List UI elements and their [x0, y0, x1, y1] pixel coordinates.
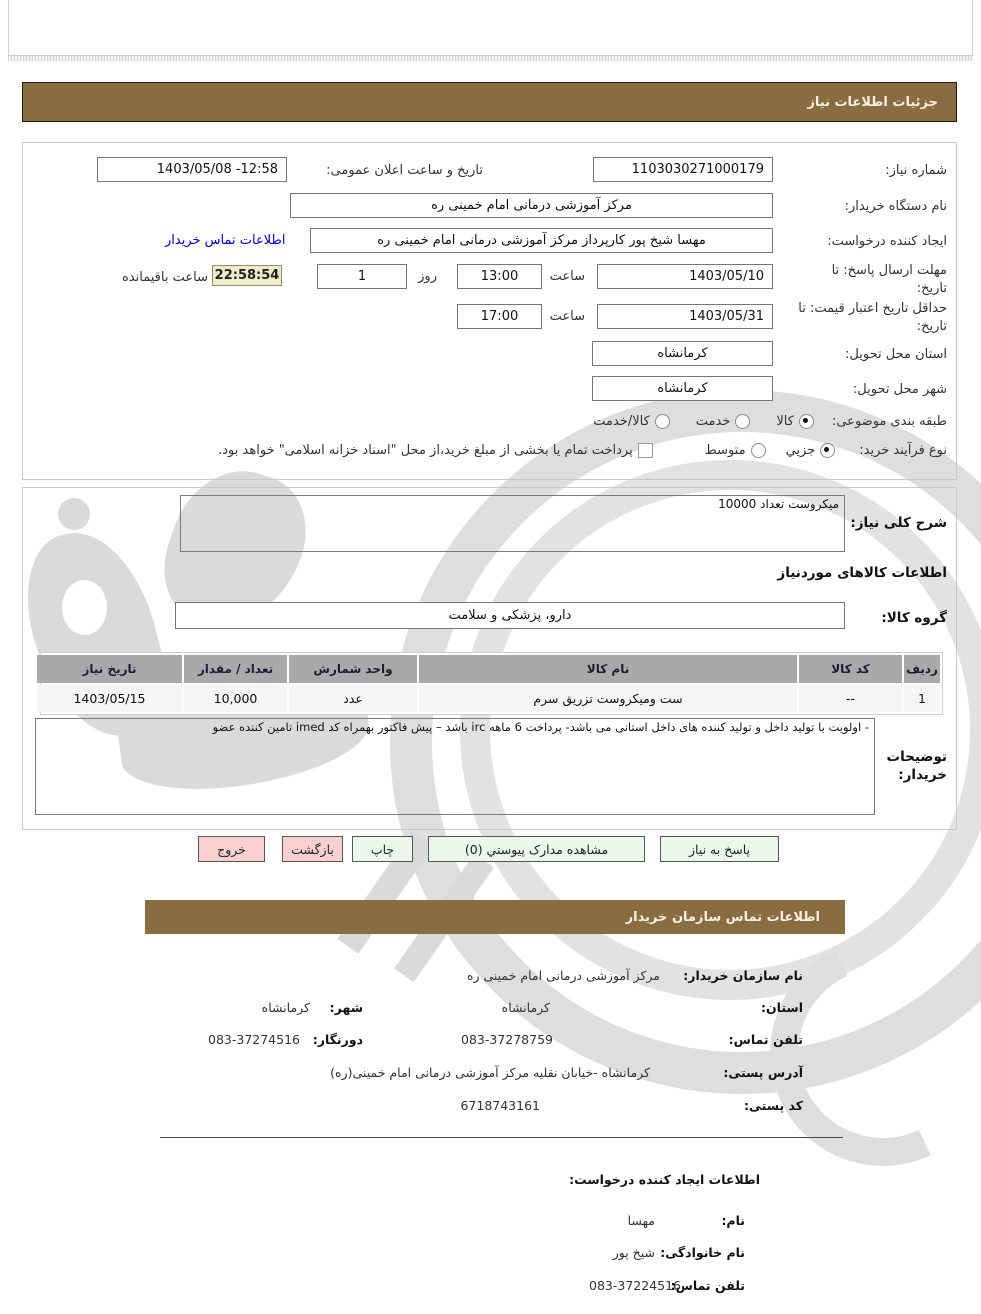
price-validity-date: 1403/05/31	[689, 309, 764, 324]
goods-table-row	[43, 683, 940, 712]
col-quantity: تعداد / مقدار	[184, 655, 287, 683]
top-divider-strip	[8, 55, 973, 61]
reply-deadline-date-field[interactable]	[597, 264, 773, 289]
creator-phone-value: 083-37224516	[589, 1278, 681, 1293]
col-goods-name: نام کالا	[419, 655, 797, 683]
exit-button[interactable]: خروج	[198, 836, 265, 862]
col-row-no: ردیف	[904, 655, 940, 683]
last-name-value: شیخ پور	[612, 1245, 655, 1260]
col-unit: واحد شمارش	[289, 655, 417, 683]
countdown-label: ساعت باقیمانده	[122, 270, 208, 285]
delivery-city-label: شهر محل تحویل:	[852, 382, 947, 397]
delivery-province-value: کرمانشاه	[657, 346, 708, 361]
price-validity-label: حداقل تاریخ اعتبار قیمت: تا تاریخ:	[798, 301, 947, 334]
days-value: 1	[357, 269, 367, 284]
need-number-label: شماره نیاز:	[885, 163, 947, 178]
page-left-edge	[8, 0, 9, 55]
col-goods-code: کد کالا	[799, 655, 902, 683]
radio-medium-label: متوسط	[704, 443, 746, 458]
radio-goods[interactable]	[799, 414, 814, 429]
buyer-notes-text: - اولویت با تولید داخل و تولید کننده های داخل استانی می باشد- پرداخت 6 ماهه irc باشد – پیش فاکتور بهمراه کد imed تامین کننده عضو	[212, 720, 869, 734]
goods-group-field[interactable]	[175, 602, 845, 629]
radio-service[interactable]	[735, 414, 750, 429]
cell-goods-name: ست ومیکروست تزریق سرم	[419, 685, 797, 712]
goods-info-heading: اطلاعات کالاهای موردنیاز	[777, 565, 947, 581]
goods-table-header-row	[43, 655, 940, 683]
price-hour-label: ساعت	[549, 309, 585, 324]
days-label: روز	[418, 269, 437, 284]
first-name-label: نام:	[721, 1213, 745, 1228]
reply-hour-label: ساعت	[549, 269, 585, 284]
city-label: شهر:	[329, 1000, 363, 1015]
treasury-docs-checkbox[interactable]	[638, 443, 653, 458]
subject-class-label: طبقه بندی موضوعی:	[831, 414, 947, 429]
city-value: کرمانشاه	[261, 1000, 310, 1015]
description-text: میکروست تعداد 10000	[718, 497, 839, 511]
description-textarea[interactable]	[180, 495, 845, 552]
postal-code-label: کد پستی:	[743, 1098, 803, 1113]
goods-group-value: دارو، پزشکی و سلامت	[448, 608, 572, 623]
process-type-row	[218, 443, 947, 458]
cell-goods-code: --	[799, 685, 902, 712]
postal-address-value: کرمانشاه -خیابان نقلیه مرکز آموزشی درمانی امام خمینی(ره)	[330, 1065, 650, 1080]
page-title-text: جزئیات اطلاعات نیاز	[807, 94, 938, 110]
need-number-field[interactable]	[593, 157, 773, 182]
buyer-notes-textarea[interactable]	[35, 718, 875, 815]
buyer-org-field[interactable]	[290, 193, 773, 218]
phone-value: 083-37278759	[461, 1032, 553, 1047]
radio-service-label: خدمت	[695, 414, 731, 429]
view-attachments-button[interactable]: مشاهده مدارک پیوستي (0)	[428, 836, 645, 862]
print-button[interactable]: چاپ	[352, 836, 413, 862]
creator-phone-label: تلفن تماس:	[670, 1278, 745, 1293]
cell-need-date: 1403/05/15	[37, 685, 182, 712]
days-field[interactable]	[317, 264, 407, 289]
process-type-label: نوع فرآیند خرید:	[859, 443, 947, 458]
request-creator-value: مهسا شیخ پور کارپرداز مرکز آموزشی درمانی امام خمینی ره	[377, 233, 706, 248]
province-value: کرمانشاه	[501, 1000, 550, 1015]
announce-datetime-field[interactable]	[97, 157, 287, 182]
postal-code-value: 6718743161	[460, 1098, 540, 1113]
announce-datetime-value: 1403/05/08 -12:58	[156, 162, 278, 177]
reply-to-need-button[interactable]: پاسخ به نیاز	[660, 836, 779, 862]
col-need-date: تاریخ نیاز	[37, 655, 182, 683]
radio-goods-service-label: کالا/خدمت	[593, 414, 650, 429]
price-hour-field[interactable]	[457, 304, 542, 329]
cell-quantity: 10,000	[184, 685, 287, 712]
radio-goods-label: کالا	[776, 414, 794, 429]
treasury-docs-checkbox-label: پرداخت تمام یا بخشی از مبلغ خرید،از محل "اسناد خزانه اسلامی" خواهد بود.	[218, 443, 633, 458]
buyer-contact-link[interactable]: اطلاعات تماس خریدار	[165, 233, 286, 248]
first-name-value: مهسا	[627, 1213, 655, 1228]
cell-row-no: 1	[904, 685, 940, 712]
delivery-city-field[interactable]	[592, 376, 773, 401]
org-name-value: مرکز آموزشی درمانی امام خمینی ره	[466, 968, 660, 983]
phone-label: تلفن تماس:	[728, 1032, 803, 1047]
radio-medium[interactable]	[751, 443, 766, 458]
fax-value: 083-37274516	[208, 1032, 300, 1047]
delivery-province-label: استان محل تحویل:	[845, 347, 947, 362]
buyer-notes-label: توضیحات خریدار:	[886, 749, 947, 784]
section-divider	[160, 1137, 843, 1138]
subject-class-row	[593, 414, 947, 429]
buyer-contact-heading-text: اطلاعات تماس سازمان خریدار	[625, 909, 820, 925]
description-label: شرح کلی نیاز:	[850, 515, 947, 531]
goods-group-label: گروه کالا:	[881, 610, 947, 626]
countdown-value: 22:58:54	[214, 268, 280, 283]
delivery-province-field[interactable]	[592, 341, 773, 366]
buyer-contact-heading-bar	[145, 900, 845, 934]
page-title	[22, 82, 957, 122]
request-creator-field[interactable]	[310, 228, 773, 253]
reply-hour-field[interactable]	[457, 264, 542, 289]
reply-hour-value: 13:00	[480, 269, 519, 284]
back-button[interactable]: بازگشت	[282, 836, 343, 862]
goods-table	[40, 652, 943, 715]
request-creator-label: ایجاد کننده درخواست:	[827, 234, 947, 249]
price-hour-value: 17:00	[480, 309, 519, 324]
announce-datetime-label: تاریخ و ساعت اعلان عمومی:	[326, 163, 483, 178]
creator-info-heading: اطلاعات ایجاد کننده درخواست:	[569, 1172, 760, 1187]
price-validity-date-field[interactable]	[597, 304, 773, 329]
cell-unit: عدد	[289, 685, 417, 712]
org-name-label: نام سازمان خریدار:	[683, 968, 803, 983]
buyer-org-label: نام دستگاه خریدار:	[844, 199, 947, 214]
delivery-city-value: کرمانشاه	[657, 381, 708, 396]
countdown-timer	[212, 265, 282, 286]
province-label: استان:	[760, 1000, 803, 1015]
postal-address-label: آدرس پستی:	[723, 1065, 803, 1080]
buyer-org-value: مرکز آموزشی درمانی امام خمینی ره	[431, 198, 632, 213]
page-right-edge	[972, 0, 973, 55]
last-name-label: نام خانوادگی:	[660, 1245, 745, 1260]
radio-minor-label: جزیي	[785, 443, 816, 458]
reply-deadline-date: 1403/05/10	[689, 269, 764, 284]
radio-minor[interactable]	[820, 443, 835, 458]
need-number-value: 1103030271000179	[631, 162, 764, 177]
reply-deadline-label: مهلت ارسال پاسخ: تا تاریخ:	[831, 263, 947, 296]
fax-label: دورنگار:	[312, 1032, 363, 1047]
radio-goods-service[interactable]	[655, 414, 670, 429]
